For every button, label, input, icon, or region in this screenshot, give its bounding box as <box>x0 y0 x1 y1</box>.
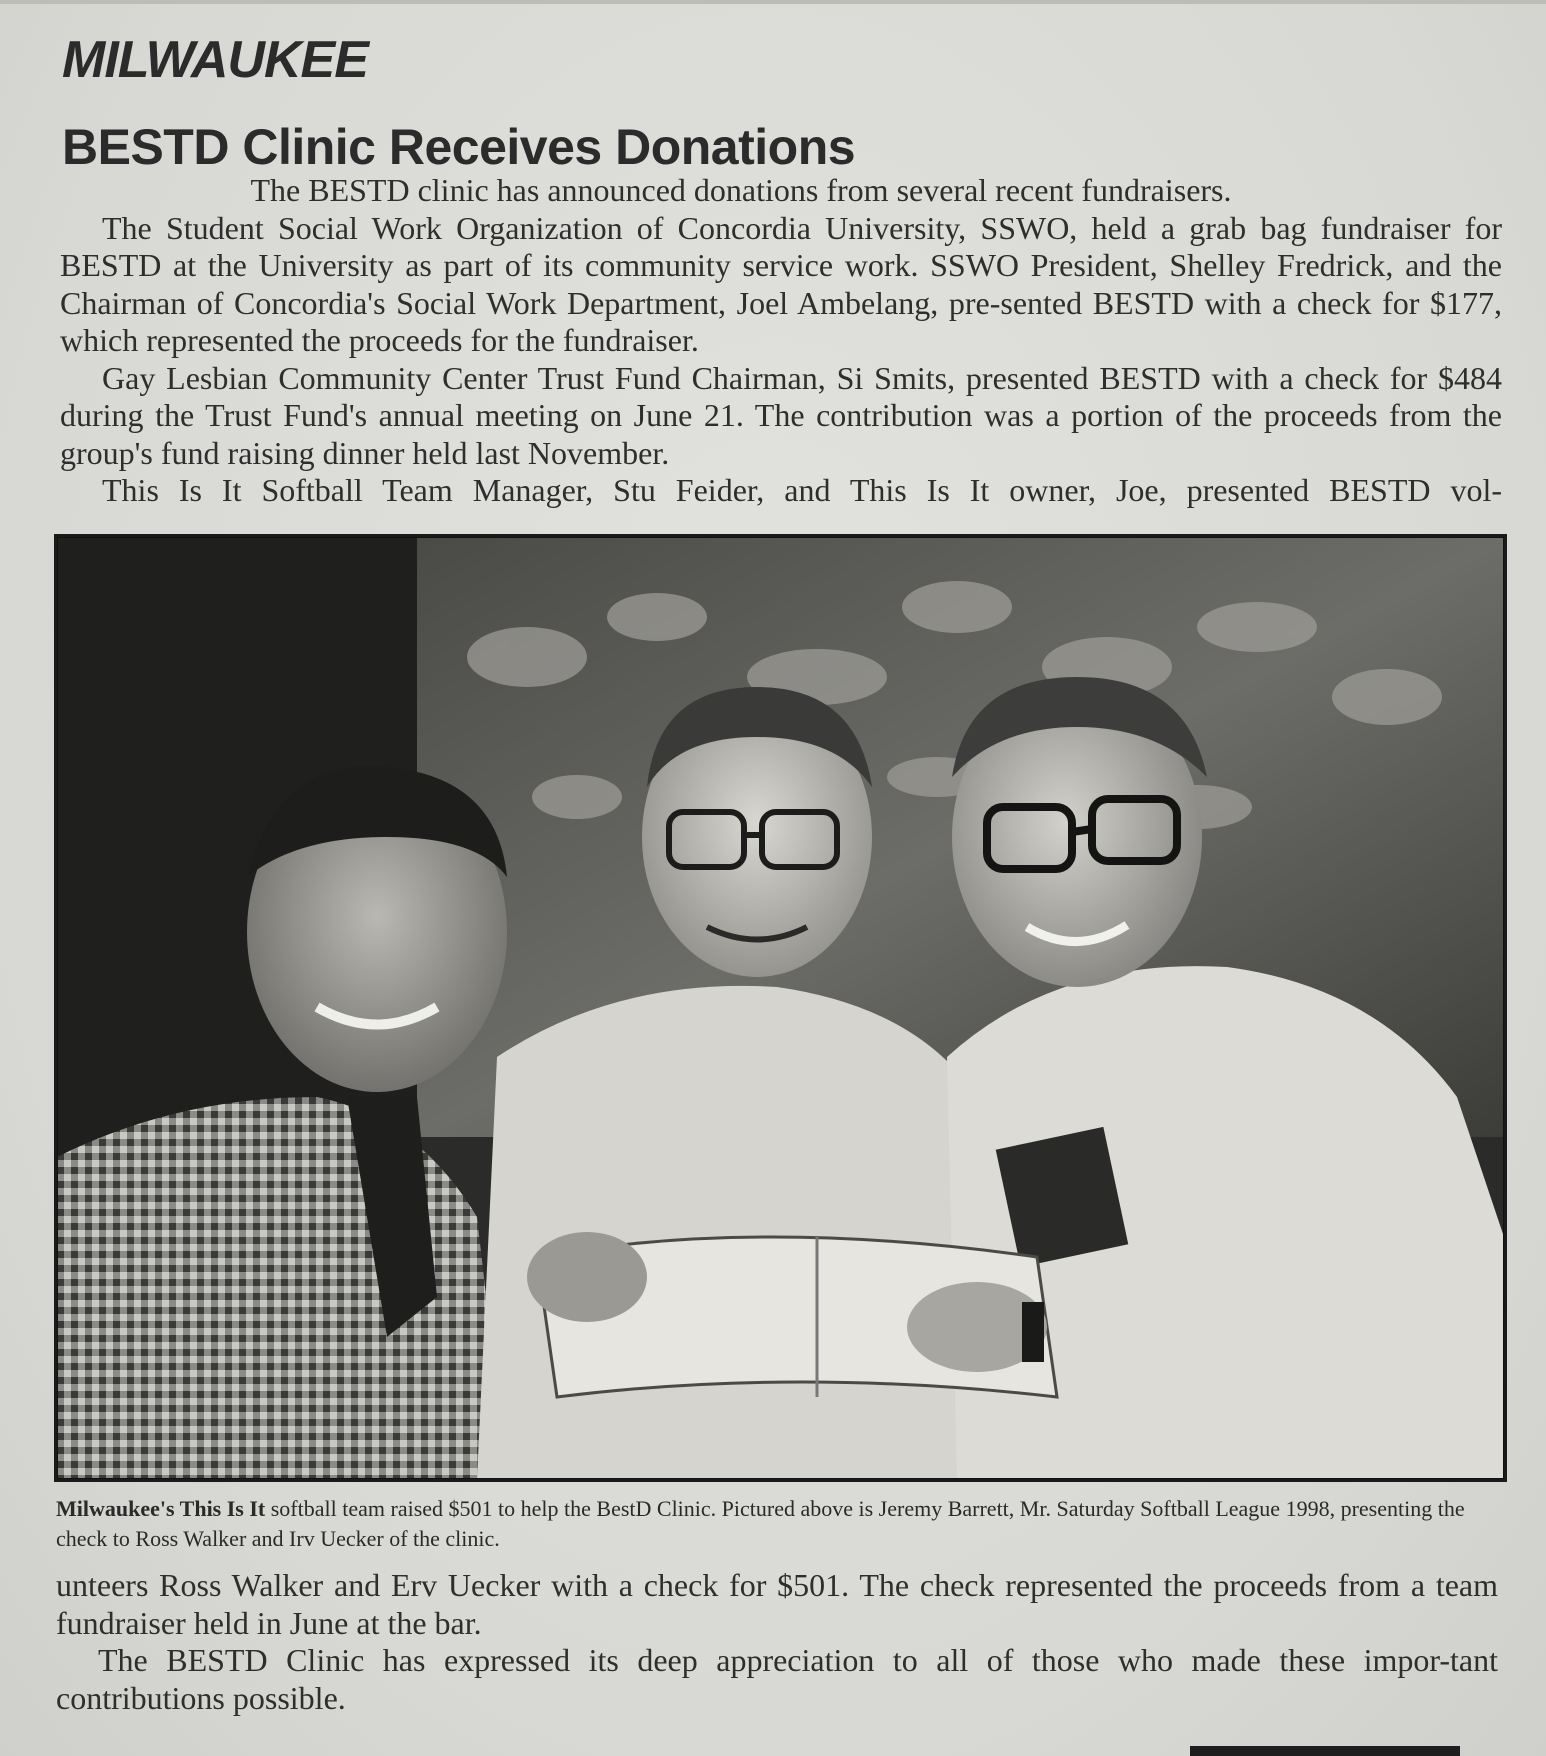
caption-text: softball team raised $501 to help the BestD Clinic. Pictured above is Jeremy Barrett, Mr. Saturday Softball League 1998, presenting the check to Ross Walker and Irv Uecker of the clinic. <box>56 1496 1465 1551</box>
bottom-rule <box>1190 1746 1460 1756</box>
article-body-bottom <box>56 1567 1498 1717</box>
article-body-top <box>60 172 1502 510</box>
news-photo <box>54 534 1507 1482</box>
article-headline: BESTD Clinic Receives Donations <box>62 119 856 175</box>
section-kicker: MILWAUKEE <box>62 31 368 89</box>
article-paragraph-sswo: The Student Social Work Organization of Concordia University, SSWO, held a grab bag fundraiser for BESTD at the University as part of its community service work. SSWO President, Shelley Fredrick, and the Chairman of Concordia's Social Work Department, Joel Ambelang, pre-sented BESTD with a check for $177, which represented the proceeds for the fundraiser. <box>60 209 1502 358</box>
photo-caption <box>56 1494 1476 1554</box>
article-paragraph-continued: unteers Ross Walker and Erv Uecker with a check for $501. The check represented the proceeds from a team fundraiser held in June at the bar. <box>56 1567 1498 1641</box>
caption-lead-in: Milwaukee's This Is It <box>56 1496 266 1521</box>
top-rule <box>0 0 1546 4</box>
photo-illustration <box>57 537 1504 1479</box>
article-lead-paragraph: The BESTD clinic has announced donations from several recent fundraisers. <box>250 172 1232 208</box>
article-paragraph-softball: This Is It Softball Team Manager, Stu Feider, and This Is It owner, Joe, presented BESTD vol- <box>102 472 1502 508</box>
article-paragraph-trust-fund: Gay Lesbian Community Center Trust Fund Chairman, Si Smits, presented BESTD with a check for $484 during the Trust Fund's annual meeting on June 21. The contribution was a portion of the proceeds from the group's fund raising dinner held last November. <box>60 359 1502 471</box>
article-closing-paragraph: The BESTD Clinic has expressed its deep appreciation to all of those who made these impor-tant contributions possible. <box>56 1642 1498 1716</box>
